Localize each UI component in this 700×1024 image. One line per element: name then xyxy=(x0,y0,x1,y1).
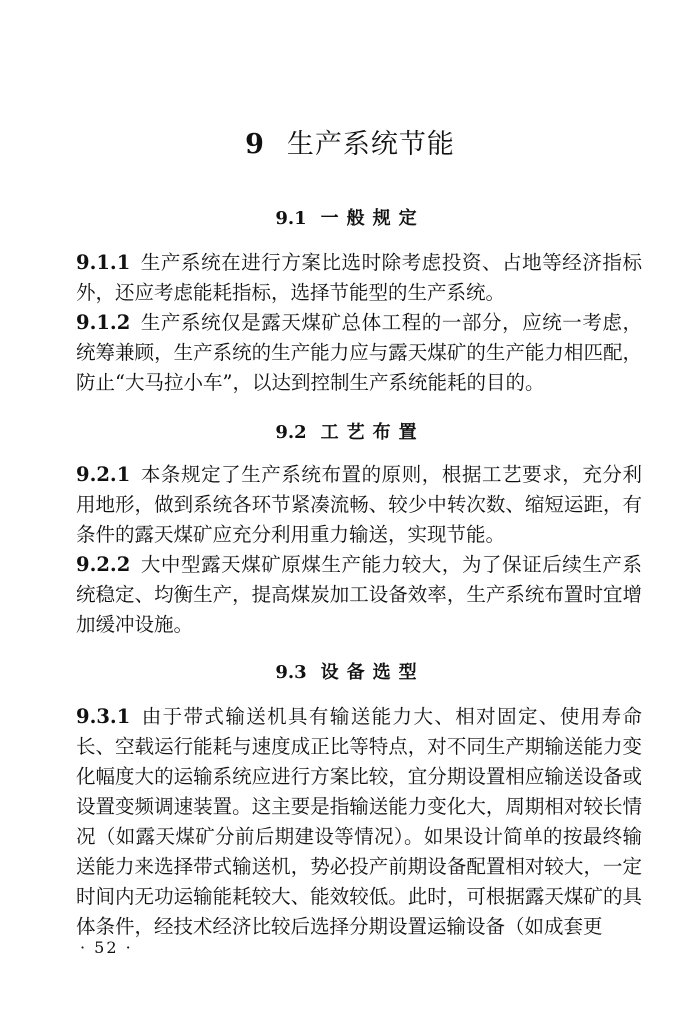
chapter-number: 9 xyxy=(245,129,265,160)
section-title-9-2 xyxy=(0,418,700,444)
section-number: 9.3 xyxy=(275,662,307,683)
section-title-9-3 xyxy=(0,658,700,684)
clause-text: 生产系统仅是露天煤矿总体工程的一部分，应统一考虑，统筹兼顾，生产系统的生产能力应与露天煤矿的生产能力相匹配，防止“大马拉小车”，以达到控制生产系统能耗的目的。 xyxy=(76,311,642,394)
section-title-text: 设备选型 xyxy=(320,662,425,683)
clause-9-1-2 xyxy=(76,308,642,398)
clause-number: 9.1.2 xyxy=(76,311,131,334)
page-number: · 52 · xyxy=(80,938,133,957)
clause-9-1-1 xyxy=(76,248,642,308)
clause-text: 由于带式输送机具有输送能力大、相对固定、使用寿命长、空载运行能耗与速度成正比等特点，对不同生产期输送能力变化幅度大的运输系统应进行方案比较，宜分期设置相应输送设备或设置变频调速装置。这主要是指输送能力变化大，周期相对较长情况（如露天煤矿分前后期建设等情况）。如果设计简单的按最终输送能力来选择带式输送机，势必投产前期设备配置相对较大，一定时间内无功运输能耗较大、能效较低。此时，可根据露天煤矿的具体条件，经技术经济比较后选择分期设置运输设备（如成套更 xyxy=(76,705,642,938)
clause-number: 9.2.2 xyxy=(76,553,131,576)
section-title-text: 一般规定 xyxy=(320,208,425,229)
clause-text: 大中型露天煤矿原煤生产能力较大，为了保证后续生产系统稳定、均衡生产，提高煤炭加工设备效率，生产系统布置时宜增加缓冲设施。 xyxy=(76,553,642,636)
section-number: 9.2 xyxy=(275,422,307,443)
clause-number: 9.2.1 xyxy=(76,463,131,486)
section-title-9-1 xyxy=(0,204,700,230)
clause-9-3-1 xyxy=(76,702,642,942)
section-title-text: 工艺布置 xyxy=(320,422,425,443)
section-number: 9.1 xyxy=(275,208,307,229)
clause-number: 9.1.1 xyxy=(76,251,131,274)
clause-text: 本条规定了生产系统布置的原则，根据工艺要求，充分利用地形，做到系统各环节紧凑流畅、较少中转次数、缩短运距，有条件的露天煤矿应充分利用重力输送，实现节能。 xyxy=(76,463,642,546)
clause-9-2-2 xyxy=(76,550,642,640)
clause-number: 9.3.1 xyxy=(76,705,131,728)
clause-9-2-1 xyxy=(76,460,642,550)
chapter-title-text: 生产系统节能 xyxy=(286,129,455,160)
clause-text: 生产系统在进行方案比选时除考虑投资、占地等经济指标外，还应考虑能耗指标，选择节能型的生产系统。 xyxy=(76,251,642,304)
chapter-title xyxy=(0,122,700,161)
